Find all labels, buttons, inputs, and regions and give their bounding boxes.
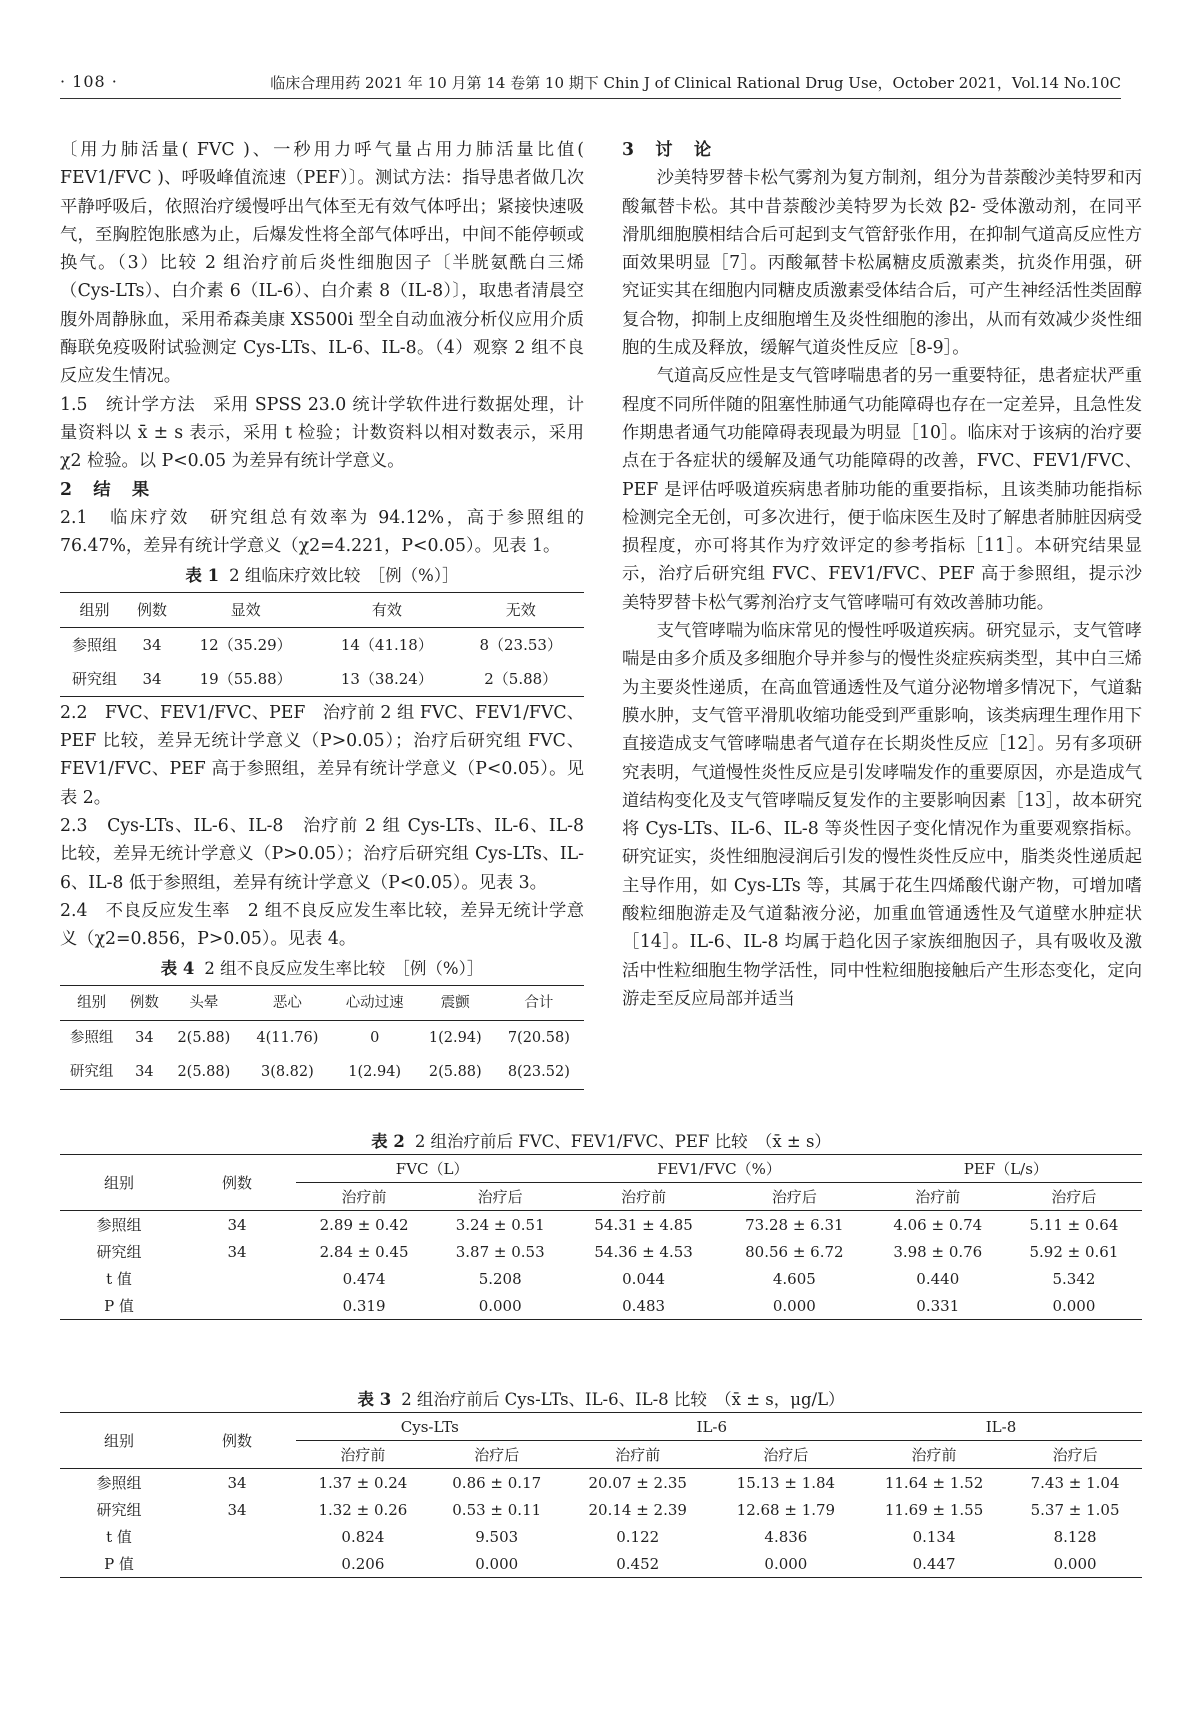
- table-cell: t 值: [106, 1528, 132, 1546]
- table-cell: 7.43 ± 1.04: [1030, 1473, 1120, 1492]
- table-cell: 0.440: [916, 1269, 960, 1288]
- table-cell: 15.13 ± 1.84: [736, 1473, 836, 1492]
- results-lung-function-paragraph: 2.2 FVC、FEV1/FVC、PEF 治疗前 2 组 FVC、FEV1/FVC、PEF 比较，差异无统计学意义（P>0.05）；治疗后研究组 FVC、FEV1/FVC、PEF 高于参照组，差异有统计学意义（P<0.05）。见表 2。: [60, 702, 584, 808]
- table-cell: 54.36 ± 4.53: [594, 1242, 693, 1261]
- table3-subheader-cell: 治疗后: [1052, 1446, 1098, 1464]
- table2-block: [60, 1128, 1142, 1320]
- section-heading-results: 2 结 果: [60, 479, 152, 500]
- table-cell: 0.824: [341, 1527, 385, 1546]
- table4-header-cell: 头晕: [189, 994, 219, 1011]
- table-cell: 0.122: [616, 1527, 660, 1546]
- table3-label: 表 3: [357, 1390, 392, 1409]
- table1: [60, 592, 584, 697]
- left-column: [60, 136, 584, 1090]
- table-cell: 54.31 ± 4.85: [594, 1215, 693, 1234]
- table-cell: 3.98 ± 0.76: [893, 1242, 983, 1261]
- table-cell: 20.14 ± 2.39: [588, 1500, 687, 1519]
- table2-caption: [60, 1128, 1142, 1152]
- table-cell: 8.128: [1053, 1527, 1097, 1546]
- table-cell: 73.28 ± 6.31: [745, 1215, 844, 1234]
- table4-header-cell: 组别: [77, 994, 107, 1011]
- table-cell: 参照组: [69, 1029, 114, 1046]
- table-cell: 12.68 ± 1.79: [736, 1500, 836, 1519]
- table3-subheader-cell: 治疗前: [340, 1446, 386, 1464]
- table-cell: 0.319: [342, 1296, 386, 1315]
- table-cell: 5.92 ± 0.61: [1029, 1242, 1119, 1261]
- table-cell: 34: [227, 1215, 247, 1234]
- table-cell: 12（35.29）: [199, 635, 292, 654]
- table-cell: 8（23.53）: [479, 635, 562, 654]
- table-cell: 0.000: [772, 1296, 816, 1315]
- table-cell: 20.07 ± 2.35: [588, 1473, 687, 1492]
- table-cell: 0.53 ± 0.11: [452, 1500, 542, 1519]
- table-cell: 34: [227, 1473, 247, 1492]
- table-row: [60, 1020, 584, 1055]
- table-cell: 34: [135, 1063, 154, 1080]
- table2-subheader-cell: 治疗前: [915, 1188, 961, 1206]
- table-cell: 0.000: [475, 1554, 519, 1573]
- table2-header-cell: FEV1/FVC（%）: [568, 1155, 869, 1183]
- table-row: [60, 1238, 1142, 1265]
- discussion-paragraph-2: 气道高反应性是支气管哮喘患者的另一重要特征，患者症状严重程度不同所伴随的阻塞性肺通气功能障碍也存在一定差异，且急性发作期患者通气功能障碍表现最为明显［10］。临床对于该病的治疗要点在于各症状的缓解及通气功能障碍的改善，FVC、FEV1/FVC、PEF 是评估呼吸道疾病患者肺功能的重要指标，且该类肺功能指标检测完全无创，可多次进行，便于临床医生及时了解患者肺脏因病受损程度，亦可将其作为疗效评定的参考指标［11］。本研究结果显示，治疗后研究组 FVC、FEV1/FVC、PEF 高于参照组，提示沙美特罗替卡松气雾剂治疗支气管哮喘可有效改善肺功能。: [622, 366, 1142, 613]
- table2-subheader-cell: 治疗前: [621, 1188, 667, 1206]
- table-cell: 5.11 ± 0.64: [1029, 1215, 1119, 1234]
- table-cell: 2(5.88): [177, 1063, 231, 1080]
- table1-label: 表 1: [185, 566, 220, 586]
- discussion-paragraph-3: 支气管哮喘为临床常见的慢性呼吸道疾病。研究显示，支气管哮喘是由多介质及多细胞介导并参与的慢性炎症疾病类型，其中白三烯为主要炎性递质，在高血管通透性及气道分泌物增多情况下，气道黏膜水肿，支气管平滑肌收缩功能受到严重影响，该类病理生理作用下直接造成支气管哮喘患者气道存在长期炎性反应［12］。另有多项研究表明，气道慢性炎性反应是引发哮喘发作的重要原因，亦是造成气道结构变化及支气管哮喘反复发作的主要影响因素［13］，故本研究将 Cys-LTs、IL-6、IL-8 等炎性因子变化情况作为重要观察指标。研究证实，炎性细胞浸润后引发的慢性炎性反应中，脂类炎性递质起主导作用，如 Cys-LTs 等，其属于花生四烯酸代谢产物，可增加嗜酸粒细胞游走及气道黏液分泌，加重血管通透性及气道壁水肿症状［14］。IL-6、IL-8 均属于趋化因子家族细胞因子，具有吸收及激活中性粒细胞生物学活性，同中性粒细胞接触后产生形态变化，定向游走至反应局部并适当: [622, 621, 1142, 1009]
- table-cell: 0.483: [622, 1296, 666, 1315]
- table1-title: 2 组临床疗效比较 ［例（%）］: [229, 566, 459, 586]
- table3-subheader-cell: 治疗前: [911, 1446, 957, 1464]
- table2-subheader-cell: 治疗前: [341, 1188, 387, 1206]
- table-cell: P 值: [104, 1297, 134, 1315]
- header-rule: [60, 98, 1121, 99]
- table-cell: 11.69 ± 1.55: [884, 1500, 984, 1519]
- table3-header-cell: 组别: [103, 1432, 134, 1450]
- table-cell: [178, 1265, 296, 1292]
- table-cell: 34: [142, 669, 162, 688]
- table-cell: 80.56 ± 6.72: [745, 1242, 844, 1261]
- table4: [60, 985, 584, 1090]
- table3-header-cell: IL-8: [860, 1413, 1142, 1441]
- table-cell: 2.89 ± 0.42: [319, 1215, 409, 1234]
- table-cell: 4(11.76): [256, 1029, 319, 1046]
- discussion-paragraph-1: 沙美特罗替卡松气雾剂为复方制剂，组分为昔萘酸沙美特罗和丙酸氟替卡松。其中昔萘酸沙美特罗为长效 β2- 受体激动剂，在同平滑肌细胞膜相结合后可起到支气管舒张作用，在抑制气道高反应性方面效果明显［7］。丙酸氟替卡松属糖皮质激素类，抗炎作用强，研究证实其在细胞内同糖皮质激素受体结合后，可产生神经活性类固醇复合物，抑制上皮细胞增生及炎性细胞的渗出，从而有效减少炎性细胞的生成及释放，缓解气道炎性反应［8-9］。: [622, 168, 1142, 359]
- table-cell: 0.206: [341, 1554, 385, 1573]
- table3-title: 2 组治疗前后 Cys-LTs、IL-6、IL-8 比较 （x̄ ± s，μg/L）: [401, 1390, 845, 1409]
- table-cell: 4.06 ± 0.74: [893, 1215, 983, 1234]
- table-cell: 14（41.18）: [340, 635, 433, 654]
- table-cell: 34: [227, 1242, 247, 1261]
- table-cell: 研究组: [72, 669, 118, 688]
- table-cell: 参照组: [96, 1216, 142, 1234]
- table-cell: 研究组: [96, 1501, 142, 1519]
- page-number: · 108 ·: [60, 72, 118, 91]
- table-cell: 1(2.94): [348, 1063, 402, 1080]
- table-cell: 0.000: [478, 1296, 522, 1315]
- table-cell: 5.342: [1052, 1269, 1096, 1288]
- table-row: [60, 1523, 1142, 1550]
- results-inflammation-paragraph: 2.3 Cys-LTs、IL-6、IL-8 治疗前 2 组 Cys-LTs、IL-6、IL-8 比较，差异无统计学意义（P>0.05）；治疗后研究组 Cys-LTs、IL-6、IL-8 低于参照组，差异有统计学意义（P<0.05）。见表 3。: [60, 815, 584, 893]
- table-cell: 34: [227, 1500, 247, 1519]
- table2-title: 2 组治疗前后 FVC、FEV1/FVC、PEF 比较 （x̄ ± s）: [414, 1132, 831, 1151]
- table4-label: 表 4: [160, 959, 195, 979]
- table-row: [60, 1469, 1142, 1497]
- table-cell: [178, 1292, 296, 1320]
- table-cell: 2（5.88）: [484, 669, 558, 688]
- table-cell: 0.000: [1053, 1554, 1097, 1573]
- table2-header-cell: 组别: [103, 1174, 134, 1192]
- table3-caption: [60, 1386, 1142, 1410]
- table-cell: 13（38.24）: [340, 669, 433, 688]
- journal-header: 临床合理用药 2021 年 10 月第 14 卷第 10 期下 Chin J of Clinical Rational Drug Use，October 2021，Vol.14 No.10C: [270, 74, 1121, 92]
- table-cell: t 值: [106, 1270, 132, 1288]
- table2-header-cell: PEF（L/s）: [870, 1155, 1142, 1183]
- table3-header-cell: Cys-LTs: [296, 1413, 564, 1441]
- table4-caption: [60, 955, 584, 983]
- table-cell: 0: [370, 1029, 380, 1046]
- table-cell: 0.452: [616, 1554, 660, 1573]
- table-cell: [178, 1523, 296, 1550]
- table1-header-cell: 显效: [230, 600, 261, 619]
- table4-header-cell: 例数: [129, 994, 159, 1011]
- table3-subheader-cell: 治疗后: [474, 1446, 520, 1464]
- table-cell: 0.474: [342, 1269, 386, 1288]
- table-cell: 1.32 ± 0.26: [318, 1500, 408, 1519]
- table-cell: 19（55.88）: [199, 669, 292, 688]
- table-cell: 3(8.82): [260, 1063, 314, 1080]
- table2-header-cell: 例数: [221, 1174, 252, 1192]
- table-cell: 0.044: [622, 1269, 666, 1288]
- table-cell: 34: [142, 635, 162, 654]
- table-row: [60, 1211, 1142, 1239]
- table4-title: 2 组不良反应发生率比较 ［例（%）］: [204, 959, 484, 979]
- table3: [60, 1412, 1142, 1578]
- table-cell: 8(23.52): [507, 1063, 570, 1080]
- table-cell: 34: [135, 1029, 154, 1046]
- table3-subheader-cell: 治疗前: [615, 1446, 661, 1464]
- statistics-paragraph: 1.5 统计学方法 采用 SPSS 23.0 统计学软件进行数据处理，计量资料以 x̄ ± s 表示，采用 t 检验；计数资料以相对数表示，采用 χ2 检验。以 P<0.05 为差异有统计学意义。: [60, 394, 584, 472]
- table-cell: 3.24 ± 0.51: [455, 1215, 545, 1234]
- table-cell: 0.447: [912, 1554, 956, 1573]
- table-cell: 11.64 ± 1.52: [884, 1473, 984, 1492]
- table-cell: 0.000: [764, 1554, 808, 1573]
- table1-header-cell: 组别: [79, 600, 110, 619]
- table-cell: 3.87 ± 0.53: [455, 1242, 545, 1261]
- table-cell: P 值: [104, 1555, 134, 1573]
- table-row: [60, 1055, 584, 1090]
- table3-header-cell: 例数: [221, 1432, 252, 1450]
- table-cell: 2.84 ± 0.45: [319, 1242, 409, 1261]
- table1-header-cell: 无效: [505, 600, 536, 619]
- results-adverse-paragraph: 2.4 不良反应发生率 2 组不良反应发生率比较，差异无统计学意义（χ2=0.856，P>0.05）。见表 4。: [60, 900, 584, 950]
- table2: [60, 1154, 1142, 1320]
- table-cell: 4.605: [772, 1269, 816, 1288]
- table-cell: 0.86 ± 0.17: [452, 1473, 542, 1492]
- table-cell: 5.37 ± 1.05: [1030, 1500, 1120, 1519]
- table-cell: 1.37 ± 0.24: [318, 1473, 408, 1492]
- methods-paragraph: 〔用力肺活量( FVC )、一秒用力呼气量占用力肺活量比值( FEV1/FVC )、呼吸峰值流速（PEF）〕。测试方法：指导患者做几次平静呼吸后，依照治疗缓慢呼出气体至无有效气体呼出；紧接快速吸气，至胸腔饱胀感为止，后爆发性将全部气体呼出，中间不能停顿或换气。（3）比较 2 组治疗前后炎性细胞因子〔半胱氨酰白三烯（Cys-LTs）、白介素 6（IL-6）、白介素 8（IL-8）〕，取患者清晨空腹外周静脉血，采用希森美康 XS500i 型全自动血液分析仪应用介质酶联免疫吸附试验测定 Cys-LTs、IL-6、IL-8。（4）观察 2 组不良反应发生情况。: [60, 140, 584, 387]
- table-cell: 研究组: [96, 1243, 142, 1261]
- table-cell: 0.000: [1052, 1296, 1096, 1315]
- right-column: [622, 136, 1142, 1013]
- table-cell: 研究组: [69, 1063, 114, 1080]
- table-cell: 2(5.88): [428, 1063, 482, 1080]
- table-cell: [178, 1550, 296, 1578]
- table-row: [60, 1265, 1142, 1292]
- table4-header-cell: 心动过速: [345, 994, 404, 1011]
- table-row: [60, 1550, 1142, 1578]
- table3-block: [60, 1386, 1142, 1578]
- table-row: [60, 1496, 1142, 1523]
- results-efficacy-paragraph: 2.1 临床疗效 研究组总有效率为 94.12%，高于参照组的 76.47%，差异有统计学意义（χ2=4.221，P<0.05）。见表 1。: [60, 507, 584, 557]
- table2-subheader-cell: 治疗后: [1051, 1188, 1097, 1206]
- table-row: [60, 662, 584, 697]
- table4-header-cell: 合计: [524, 994, 554, 1011]
- table2-header-cell: FVC（L）: [296, 1155, 568, 1183]
- table1-header-cell: 例数: [137, 600, 168, 619]
- table-cell: 5.208: [478, 1269, 522, 1288]
- table3-header-cell: IL-6: [564, 1413, 860, 1441]
- table3-subheader-cell: 治疗后: [763, 1446, 809, 1464]
- table-cell: 1(2.94): [428, 1029, 482, 1046]
- table1-header-cell: 有效: [371, 600, 402, 619]
- table-cell: 0.331: [916, 1296, 960, 1315]
- table-cell: 4.836: [764, 1527, 808, 1546]
- table-row: [60, 1292, 1142, 1320]
- table1-caption: [60, 562, 584, 590]
- table-cell: 7(20.58): [507, 1029, 570, 1046]
- table4-header-cell: 恶心: [272, 994, 302, 1011]
- table-cell: 9.503: [475, 1527, 519, 1546]
- table2-subheader-cell: 治疗后: [771, 1188, 817, 1206]
- table-cell: 0.134: [912, 1527, 956, 1546]
- table-row: [60, 627, 584, 662]
- table4-header-cell: 震颤: [440, 994, 470, 1011]
- table2-label: 表 2: [371, 1132, 405, 1151]
- section-heading-discussion: 3 讨 论: [622, 140, 714, 160]
- table2-subheader-cell: 治疗后: [477, 1188, 523, 1206]
- table-cell: 参照组: [96, 1474, 142, 1492]
- table-cell: 2(5.88): [177, 1029, 231, 1046]
- table-cell: 参照组: [72, 635, 118, 654]
